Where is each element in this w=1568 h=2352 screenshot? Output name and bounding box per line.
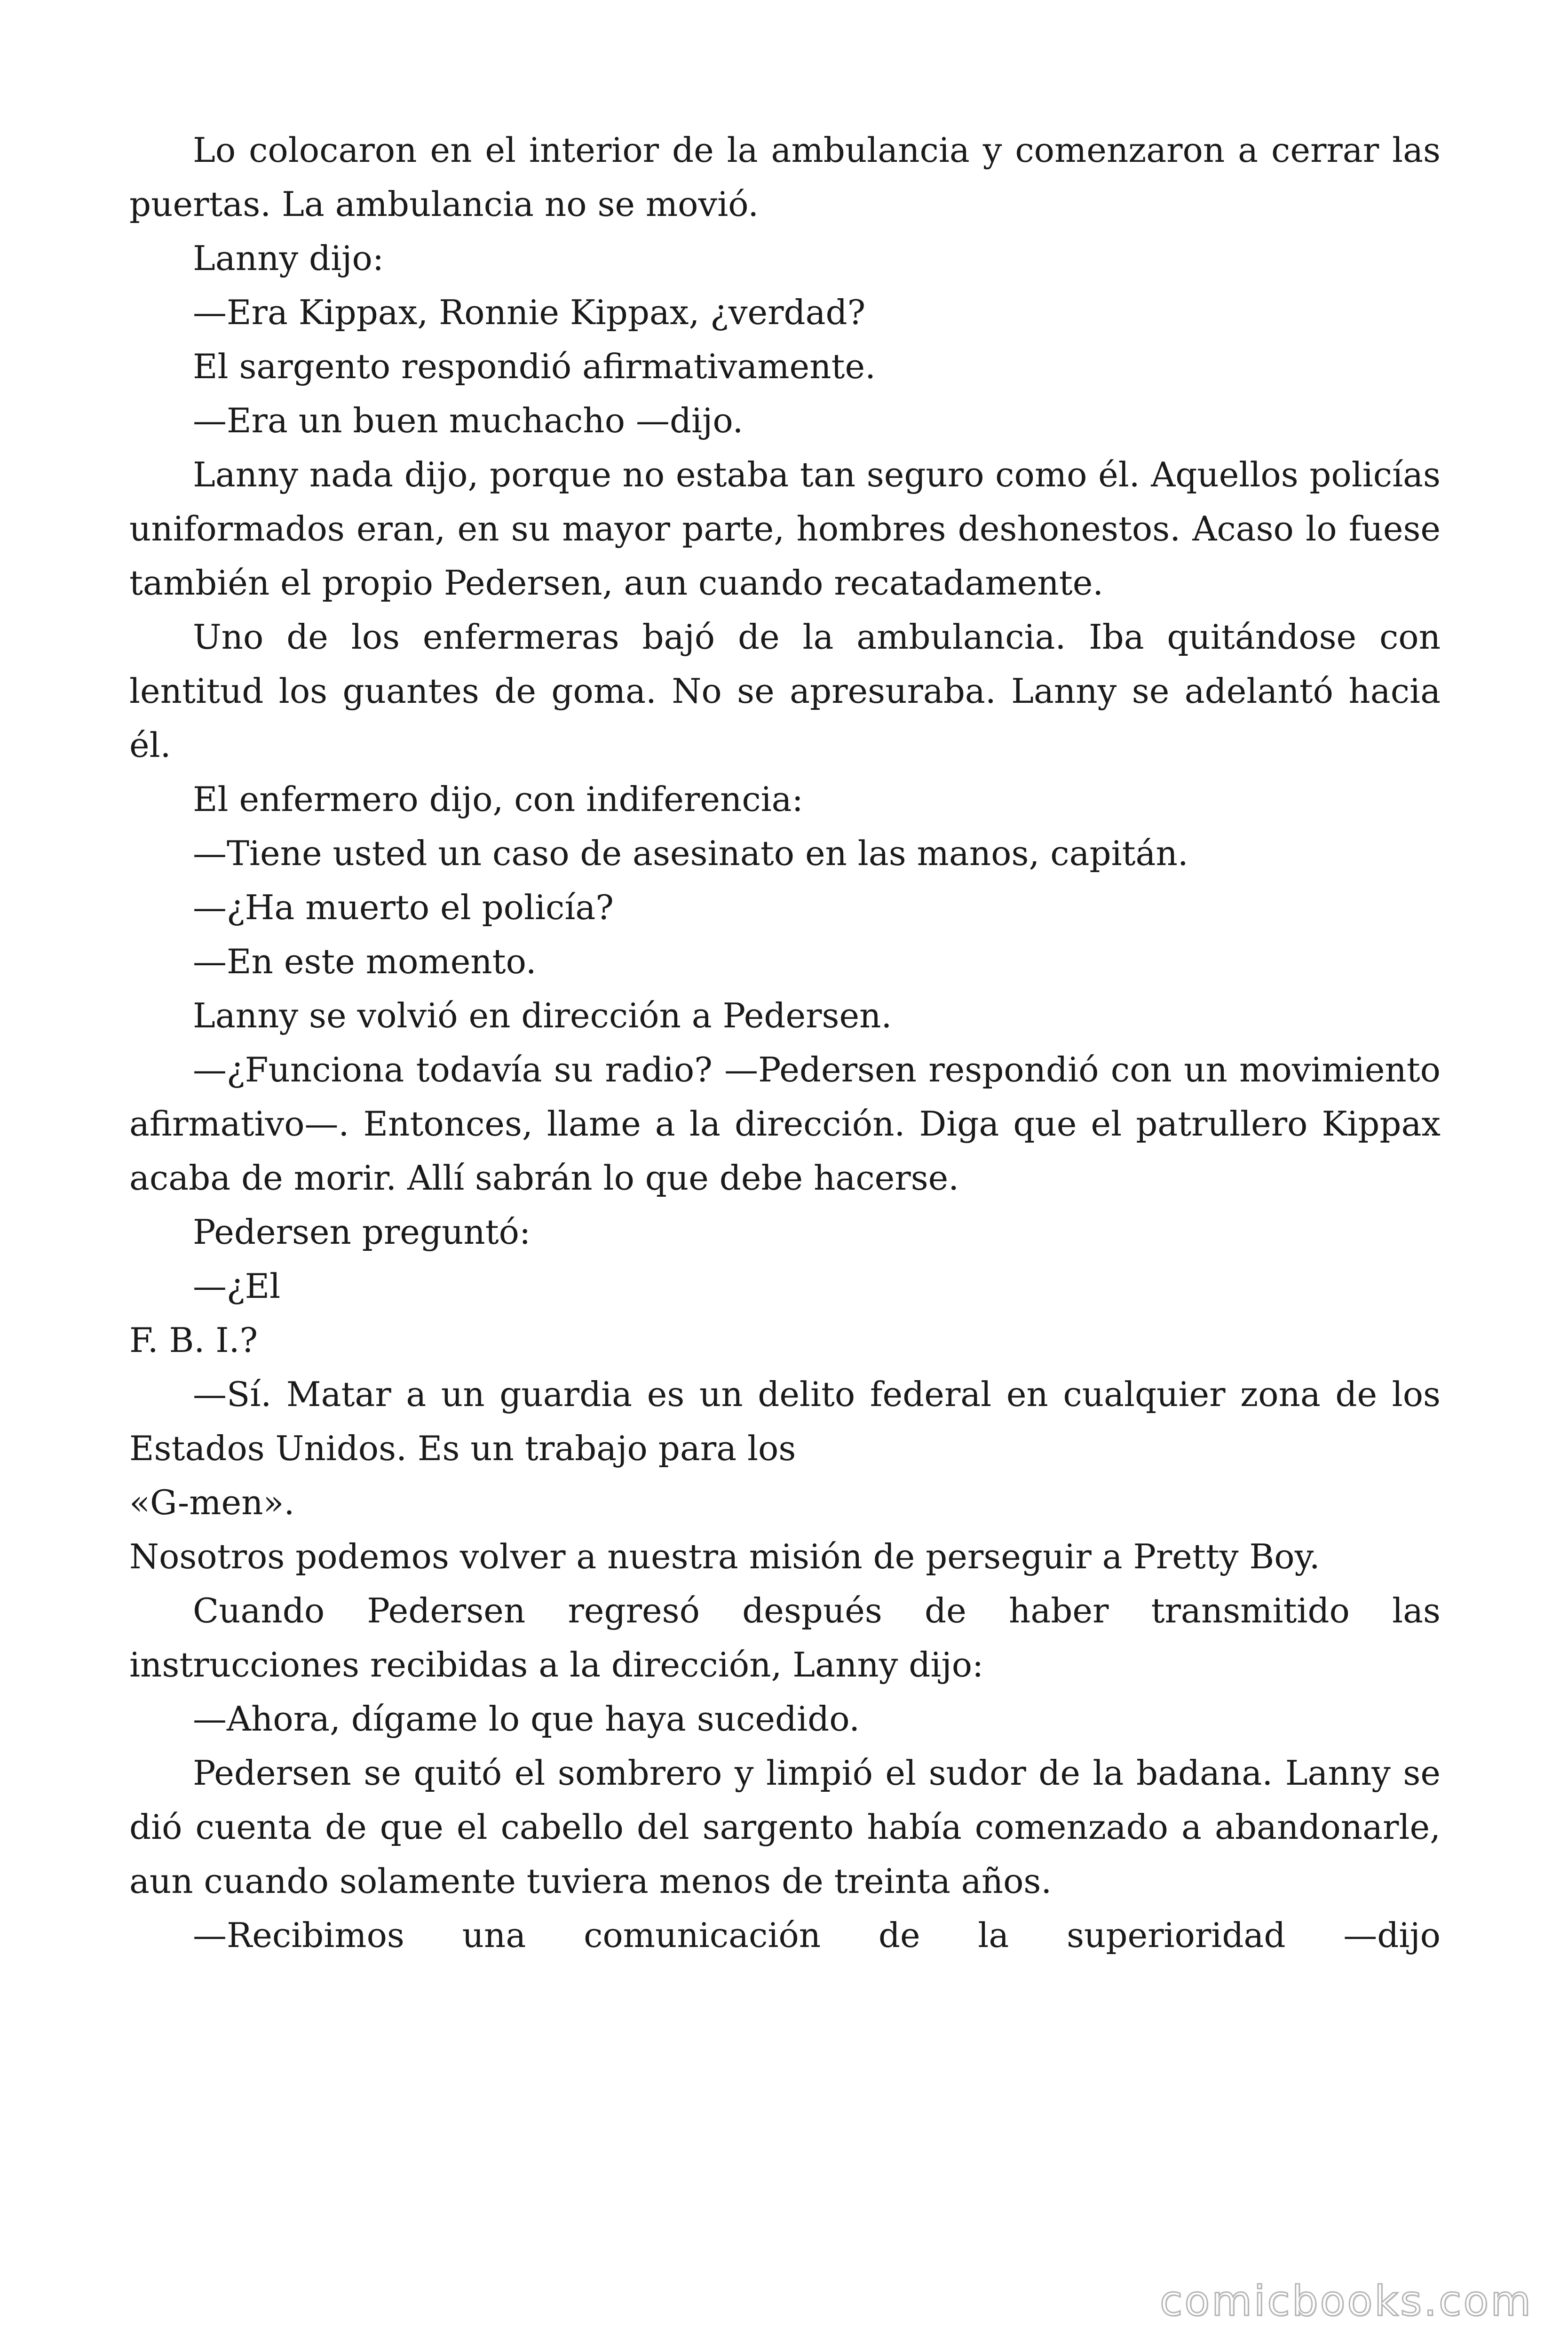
paragraph: Lanny dijo: <box>193 238 384 278</box>
paragraph: —Tiene usted un caso de asesinato en las manos, capitán. <box>193 834 1188 873</box>
paragraph: F. B. I.? <box>129 1320 258 1360</box>
paragraph: —Recibimos una comunicación de la superioridad —dijo <box>193 1915 1441 1955</box>
paragraph: Lanny nada dijo, porque no estaba tan seguro como él. Aquellos policías uniformados eran, en su mayor parte, hombres deshonestos. Acaso lo fuese también el propio Pedersen, aun cuando recatadamente. <box>129 455 1441 603</box>
paragraph: —¿Ha muerto el policía? <box>193 888 614 927</box>
paragraph: Lanny se volvió en dirección a Pedersen. <box>193 996 892 1035</box>
paragraph: —¿Funciona todavía su radio? —Pedersen respondió con un movimiento afirmativo—. Entonces, llame a la dirección. Diga que el patrullero Kippax acaba de morir. Allí sabrán lo que debe hacerse. <box>129 1050 1441 1198</box>
paragraph: —¿El <box>193 1266 281 1306</box>
paragraph: Nosotros podemos volver a nuestra misión de perseguir a Pretty Boy. <box>129 1537 1320 1576</box>
paragraph: —Sí. Matar a un guardia es un delito federal en cualquier zona de los Estados Unidos. Es un trabajo para los <box>129 1375 1441 1468</box>
paragraph: Lo colocaron en el interior de la ambulancia y comenzaron a cerrar las puertas. La ambulancia no se movió. <box>129 130 1441 224</box>
paragraph: —En este momento. <box>193 942 537 981</box>
paragraph: Pedersen se quitó el sombrero y limpió el sudor de la badana. Lanny se dió cuenta de que el cabello del sargento había comenzado a abandonarle, aun cuando solamente tuviera menos de treinta años. <box>129 1753 1441 1901</box>
paragraph: —Ahora, dígame lo que haya sucedido. <box>193 1699 860 1739</box>
paragraph: Uno de los enfermeras bajó de la ambulancia. Iba quitándose con lentitud los guantes de goma. No se apresuraba. Lanny se adelantó hacia él. <box>129 617 1441 765</box>
book-page-text <box>129 123 1441 1963</box>
paragraph: Pedersen preguntó: <box>193 1212 531 1252</box>
paragraph: —Era un buen muchacho —dijo. <box>193 401 744 440</box>
paragraph: El enfermero dijo, con indiferencia: <box>193 779 803 819</box>
paragraph: —Era Kippax, Ronnie Kippax, ¿verdad? <box>193 293 866 332</box>
paragraph: Cuando Pedersen regresó después de haber transmitido las instrucciones recibidas a la dirección, Lanny dijo: <box>129 1591 1441 1685</box>
watermark-logo: comicbooks.com <box>1159 2277 1533 2325</box>
paragraph: «G-men». <box>129 1483 295 1522</box>
paragraph: El sargento respondió afirmativamente. <box>193 347 876 386</box>
